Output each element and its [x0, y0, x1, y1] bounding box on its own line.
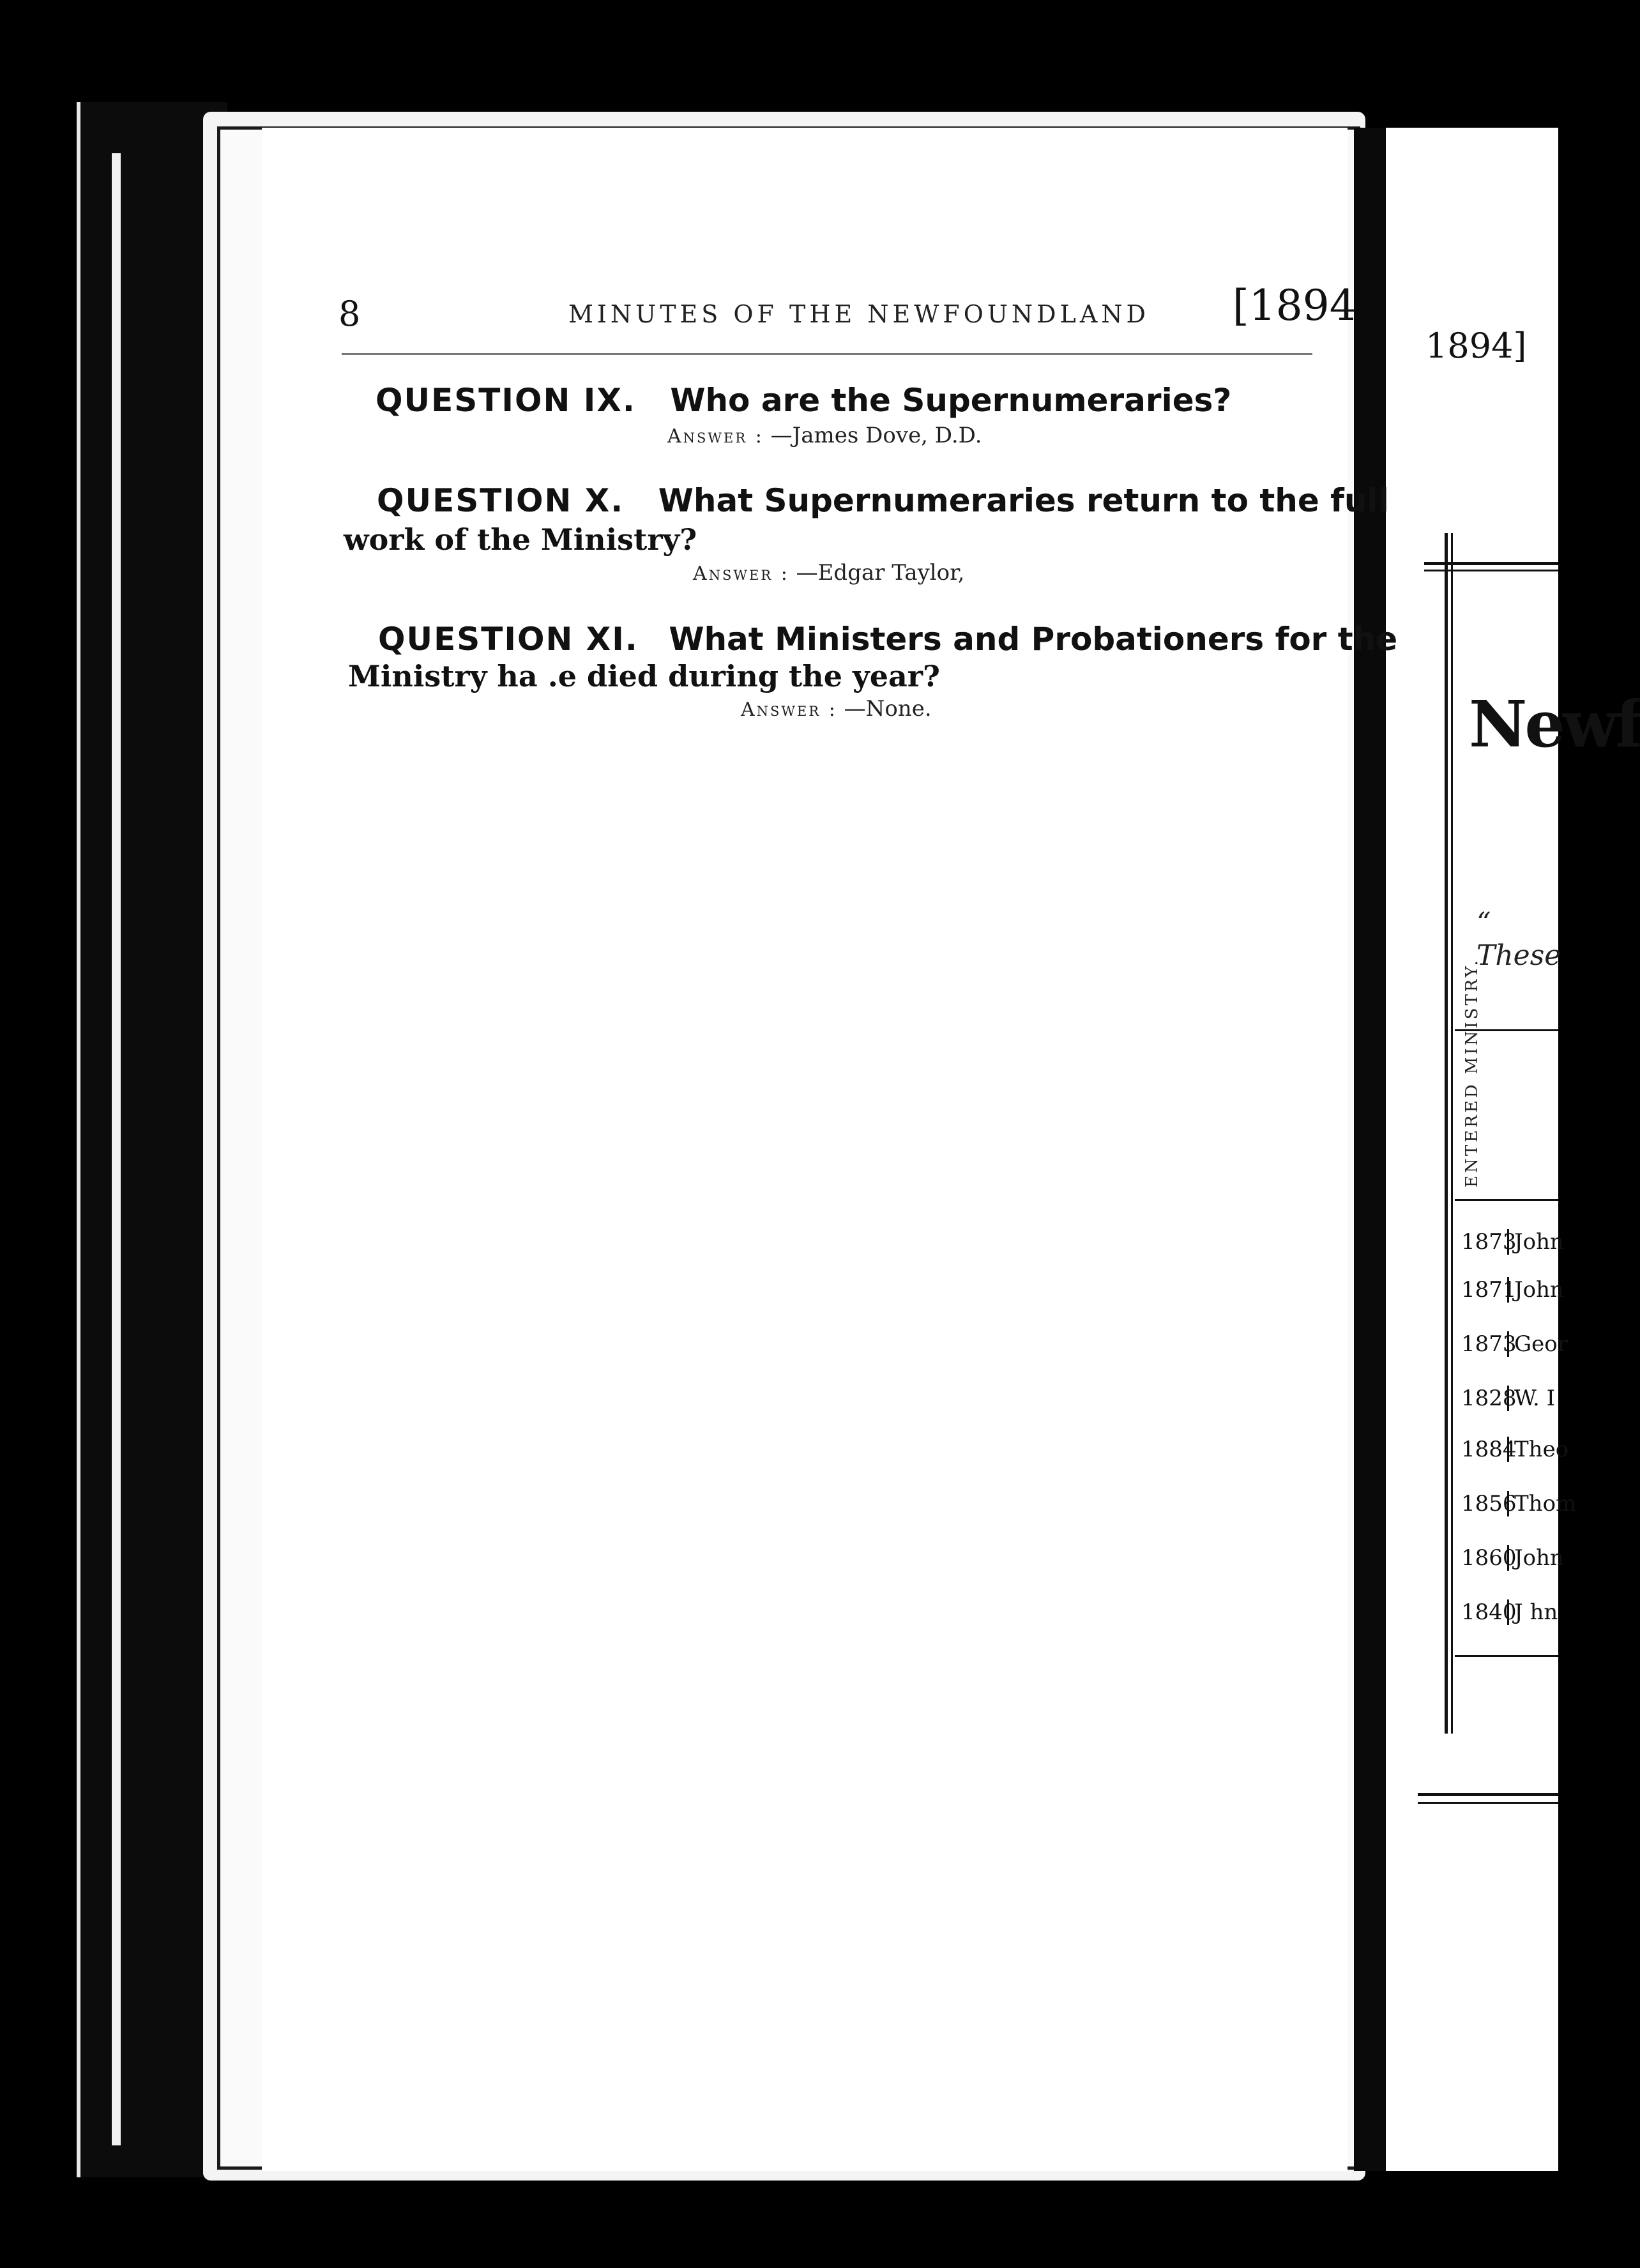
question-label: QUESTION IX. [376, 382, 636, 419]
table-row: 1860John [1461, 1545, 1564, 1571]
answer-label: Answer : [693, 563, 789, 585]
table-row: 1873Geor [1461, 1331, 1568, 1357]
question-label: QUESTION X. [377, 482, 625, 519]
frame-line [1418, 1793, 1558, 1796]
answer-ix [667, 423, 982, 448]
answer-text: —None. [844, 696, 932, 722]
question-x-continued: work of the Ministry? [344, 522, 697, 557]
frame-line [1424, 562, 1558, 565]
running-head: MINUTES OF THE NEWFOUNDLAND [568, 300, 1150, 328]
table-row: 1871John [1461, 1277, 1564, 1303]
table-row: 1884Theo [1461, 1437, 1569, 1462]
frame-line [1445, 533, 1448, 1734]
table-row: 1840J hn [1461, 1599, 1558, 1625]
right-page-year: 1894] [1425, 326, 1527, 366]
question-label: QUESTION XI. [378, 621, 639, 658]
answer-label: Answer : [741, 699, 837, 721]
question-xi-continued: Ministry ha .e died during the year? [348, 659, 940, 693]
header-year: [1894 [1233, 281, 1356, 330]
question-xi [378, 621, 1397, 658]
answer-label: Answer : [667, 425, 764, 448]
table-row: 1873John [1461, 1229, 1564, 1255]
page-number: 8 [338, 294, 361, 334]
column-header: ENTERED MINISTRY. [1462, 958, 1482, 1188]
answer-x [693, 560, 964, 586]
question-text: Who are the Supernumeraries? [670, 382, 1232, 419]
question-ix [376, 382, 1231, 419]
question-x [377, 482, 1389, 519]
table-row: 1828W. I [1461, 1386, 1556, 1411]
right-page-title: Newf [1469, 686, 1640, 762]
frame-line [1451, 533, 1453, 1734]
question-text: What Supernumeraries return to the full [658, 482, 1389, 519]
table-rule [1455, 1199, 1558, 1201]
answer-xi [741, 696, 932, 722]
answer-text: —Edgar Taylor, [796, 560, 965, 586]
header-rule [342, 353, 1312, 355]
answer-text: —James Dove, D.D. [770, 423, 982, 448]
question-text: What Ministers and Probationers for the [669, 621, 1398, 658]
table-rule [1455, 1655, 1558, 1657]
frame-line [1424, 570, 1558, 571]
page-header [338, 281, 1356, 338]
frame-line [1418, 1802, 1558, 1804]
table-row: 1856Thom [1461, 1491, 1577, 1516]
right-page-quote: “ These [1477, 907, 1561, 972]
page-edge-strip [112, 153, 121, 2145]
